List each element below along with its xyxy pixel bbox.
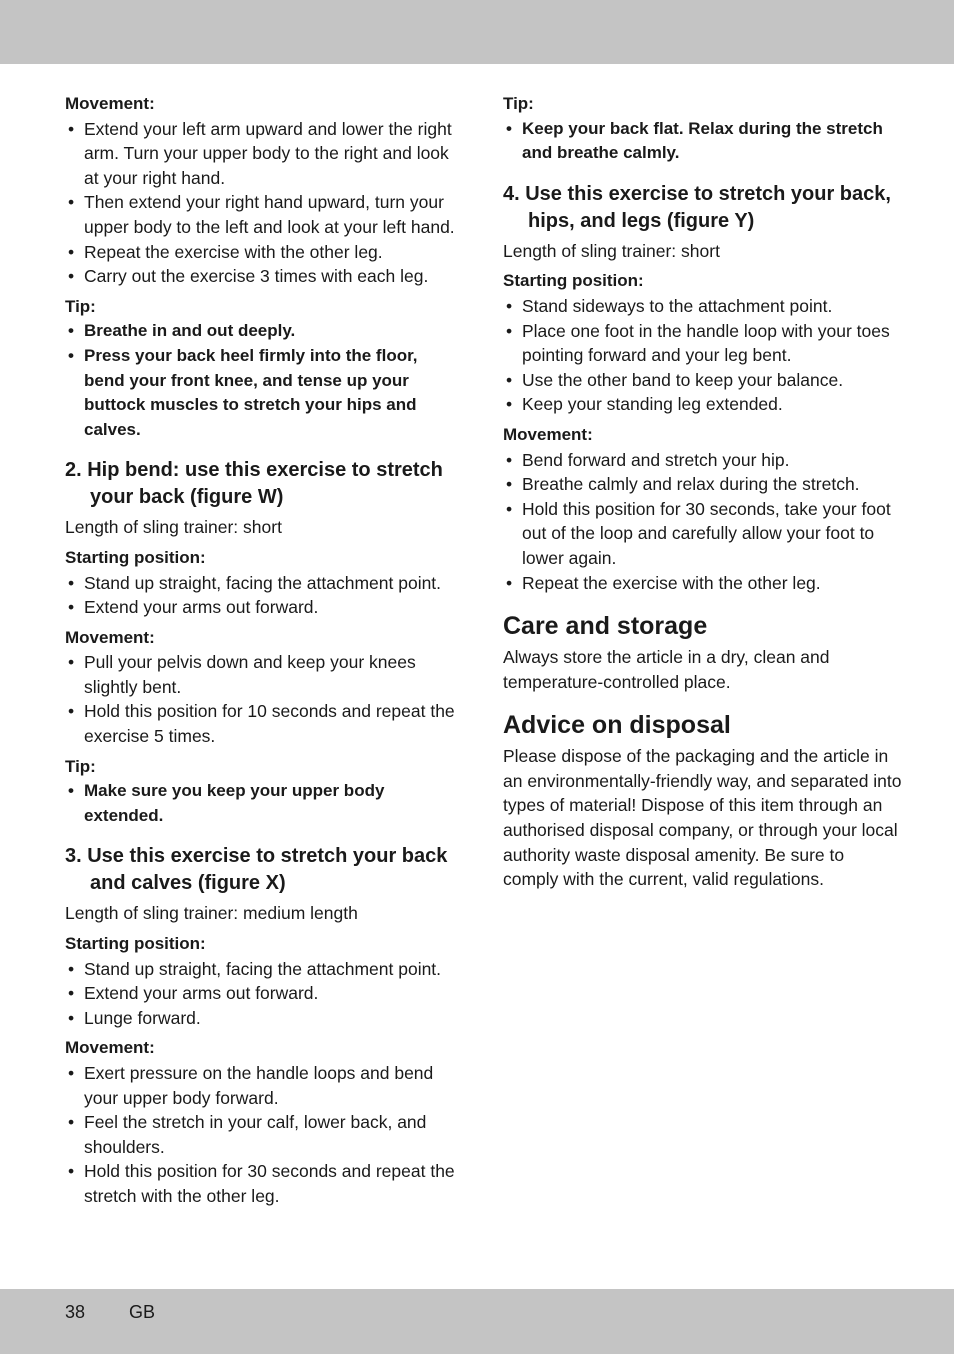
- sling-length: Length of sling trainer: medium length: [65, 903, 358, 924]
- list-item: • Then extend your right hand upward, turn your upper body to the left and look at your left hand.: [65, 190, 457, 239]
- list-item: • Bend forward and stretch your hip.: [503, 448, 903, 473]
- list-item: • Place one foot in the handle loop with your toes pointing forward and your leg bent.: [503, 319, 903, 368]
- list-item: • Use the other band to keep your balance.: [503, 368, 903, 393]
- starting-position-list: [65, 957, 457, 1031]
- list-item: • Hold this position for 30 seconds and repeat the stretch with the other leg.: [65, 1159, 457, 1208]
- list-item: • Carry out the exercise 3 times with each leg.: [65, 264, 457, 289]
- starting-position-label: Starting position:: [65, 934, 206, 954]
- list-item: • Hold this position for 10 seconds and repeat the exercise 5 times.: [65, 699, 457, 748]
- movement-list: [503, 448, 903, 596]
- exercise-4-heading: 4. Use this exercise to stretch your back, hips, and legs (figure Y): [503, 182, 891, 232]
- movement-list: [65, 650, 457, 748]
- language-code: GB: [129, 1302, 156, 1322]
- list-item: • Repeat the exercise with the other leg.: [65, 240, 457, 265]
- list-item: • Keep your back flat. Relax during the stretch and breathe calmly.: [503, 117, 903, 166]
- list-item: • Breathe in and out deeply.: [65, 319, 457, 344]
- disposal-heading: Advice on disposal: [503, 711, 731, 740]
- list-item: • Repeat the exercise with the other leg.: [503, 571, 903, 596]
- movement-list: [65, 1061, 457, 1209]
- tip-label: Tip:: [65, 296, 96, 316]
- list-item: • Extend your left arm upward and lower the right arm. Turn your upper body to the right and look at your right hand.: [65, 117, 457, 191]
- starting-position-list: [503, 294, 903, 417]
- list-item: • Lunge forward.: [65, 1006, 457, 1031]
- list-item: • Breathe calmly and relax during the stretch.: [503, 472, 903, 497]
- list-item: • Pull your pelvis down and keep your knees slightly bent.: [65, 650, 457, 699]
- tip-label: Tip:: [503, 94, 534, 113]
- list-item: • Feel the stretch in your calf, lower back, and shoulders.: [65, 1110, 457, 1159]
- list-item: • Exert pressure on the handle loops and bend your upper body forward.: [65, 1061, 457, 1110]
- list-item: • Stand up straight, facing the attachment point.: [65, 571, 457, 596]
- exercise-2-heading: 2. Hip bend: use this exercise to stretch your back (figure W): [65, 459, 443, 509]
- movement-label: Movement:: [503, 424, 593, 444]
- movement-label: Movement:: [65, 1038, 155, 1058]
- right-column: [503, 92, 903, 892]
- sling-length: Length of sling trainer: short: [65, 517, 282, 538]
- disposal-text: Please dispose of the packaging and the article in an environmentally-friendly way, and separated into types of material! Dispose of this item through an authorised disposal company, or through your local authority waste disposal amenity. Be sure to comply with the current, valid regulations.: [503, 746, 902, 890]
- list-item: • Keep your standing leg extended.: [503, 392, 903, 417]
- movement-label: Movement:: [65, 94, 155, 113]
- tip-list: [65, 319, 457, 442]
- movement-list: [65, 117, 457, 289]
- list-item: • Extend your arms out forward.: [65, 981, 457, 1006]
- page-number: 38: [65, 1302, 86, 1322]
- care-storage-text: Always store the article in a dry, clean and temperature-controlled place.: [503, 647, 830, 692]
- starting-position-label: Starting position:: [503, 271, 644, 291]
- list-item: • Stand sideways to the attachment point.: [503, 294, 903, 319]
- list-item: • Hold this position for 30 seconds, take your foot out of the loop and carefully allow your foot to lower again.: [503, 497, 903, 571]
- list-item: • Press your back heel firmly into the floor, bend your front knee, and tense up your buttock muscles to stretch your hips and calves.: [65, 344, 457, 442]
- sling-length: Length of sling trainer: short: [503, 240, 720, 261]
- tip-list: [503, 117, 903, 166]
- left-column: [65, 92, 457, 1209]
- list-item: • Extend your arms out forward.: [65, 595, 457, 620]
- starting-position-list: [65, 571, 457, 620]
- list-item: • Make sure you keep your upper body extended.: [65, 779, 457, 828]
- care-storage-heading: Care and storage: [503, 612, 708, 641]
- starting-position-label: Starting position:: [65, 547, 206, 567]
- exercise-3-heading: 3. Use this exercise to stretch your back and calves (figure X): [65, 845, 448, 895]
- tip-list: [65, 779, 457, 828]
- tip-label: Tip:: [65, 756, 96, 776]
- header-bar: [0, 0, 954, 64]
- list-item: • Stand up straight, facing the attachment point.: [65, 957, 457, 982]
- movement-label: Movement:: [65, 627, 155, 647]
